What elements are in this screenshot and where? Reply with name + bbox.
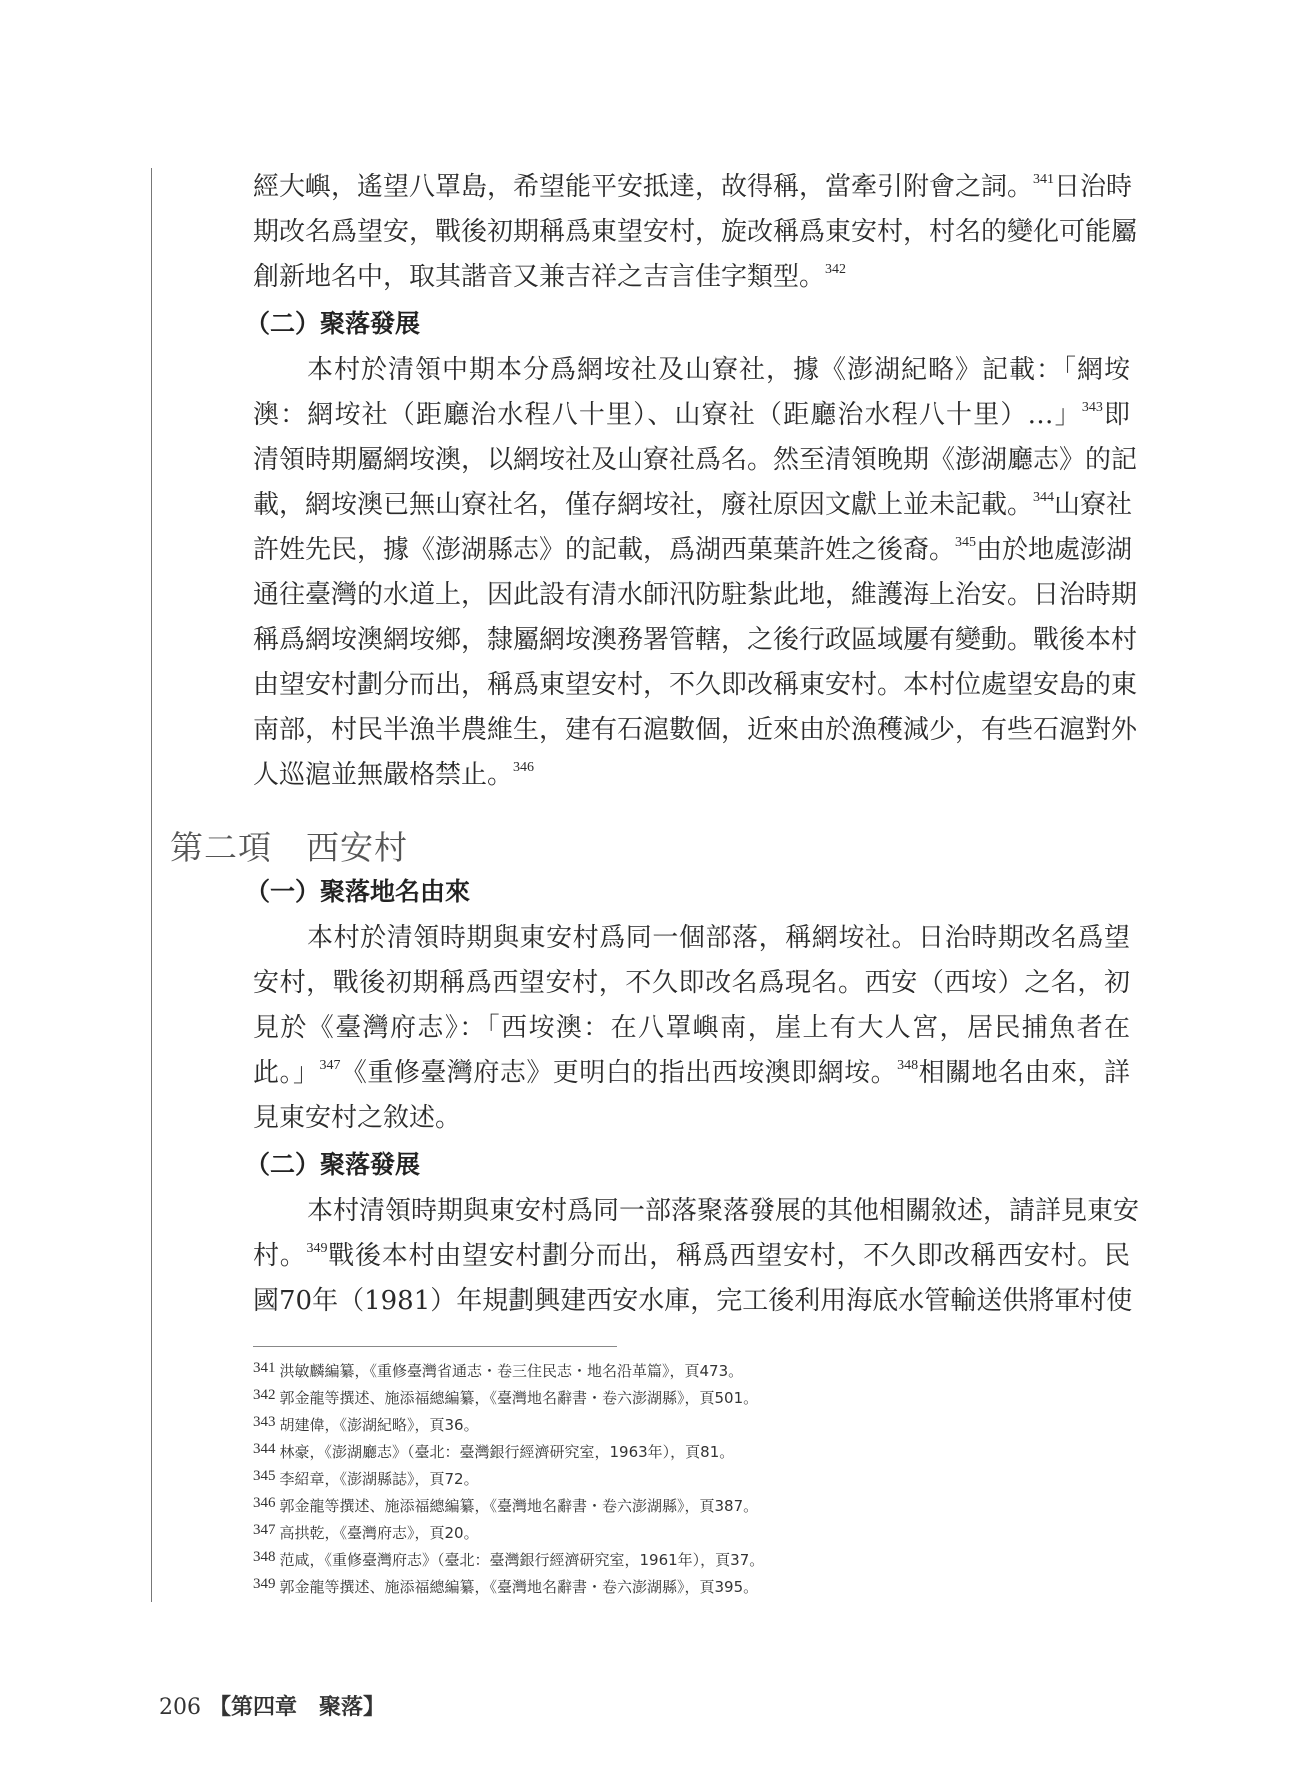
text-line bbox=[253, 348, 1130, 393]
text-segment: 日治時 bbox=[1054, 172, 1133, 202]
text-line bbox=[253, 210, 1138, 255]
text-segment: 見於《臺灣府志》：「西垵澳：在八罩嶼南，崖上有大人宮，居民捕魚者在 bbox=[253, 1013, 1130, 1043]
text-block-2 bbox=[245, 868, 1140, 1324]
text-line bbox=[253, 1234, 1130, 1279]
text-line bbox=[253, 1279, 1133, 1324]
footnote-separator bbox=[253, 1346, 617, 1347]
text-segment: 本村清領時期與東安村爲同一部落聚落發展的其他相關敘述，請詳見東安 bbox=[307, 1196, 1140, 1226]
text-segment: 安村，戰後初期稱爲西望安村，不久即改名爲現名。西安（西垵）之名，初 bbox=[253, 968, 1130, 998]
text-line bbox=[253, 663, 1138, 708]
section-title: 第二項 西安村 bbox=[170, 828, 408, 867]
footnote-number: 348 bbox=[253, 1549, 276, 1565]
text-segment: 村。 bbox=[253, 1241, 307, 1271]
text-line bbox=[253, 753, 1130, 798]
footnote-text: 郭金龍等撰述、施添福總編纂，《臺灣地名辭書・卷六澎湖縣》，頁395。 bbox=[279, 1578, 759, 1596]
footnote bbox=[253, 1385, 1153, 1412]
footnote-text: 胡建偉，《澎湖紀略》，頁36。 bbox=[279, 1416, 479, 1434]
footnote-text: 李紹章，《澎湖縣誌》，頁72。 bbox=[279, 1470, 479, 1488]
text-line bbox=[253, 961, 1130, 1006]
footnote-text: 林豪，《澎湖廳志》（臺北：臺灣銀行經濟研究室，1963年），頁81。 bbox=[279, 1443, 735, 1461]
text-line bbox=[253, 708, 1138, 753]
footnote-number: 341 bbox=[253, 1360, 276, 1376]
footnote-number: 344 bbox=[253, 1441, 276, 1457]
footnote bbox=[253, 1466, 1153, 1493]
text-line bbox=[253, 573, 1138, 618]
subheading-settlement-development-2: （二）聚落發展 bbox=[245, 1150, 421, 1179]
subheading-settlement-development: （二）聚落發展 bbox=[245, 309, 421, 338]
text-line bbox=[253, 438, 1138, 483]
footnotes bbox=[253, 1358, 1153, 1601]
text-segment: 南部，村民半漁半農維生，建有石滬數個，近來由於漁穫減少，有些石滬對外 bbox=[253, 715, 1138, 745]
footnote-ref[interactable]: 344 bbox=[1033, 490, 1055, 505]
text-segment: 由望安村劃分而出，稱爲東望安村，不久即改稱東安村。本村位處望安島的東 bbox=[253, 670, 1138, 700]
footnote-ref[interactable]: 346 bbox=[513, 760, 535, 775]
text-line bbox=[253, 528, 1133, 573]
text-line bbox=[253, 1189, 1140, 1234]
text-segment: 《重修臺灣府志》更明白的指出西垵澳即網垵。 bbox=[340, 1058, 898, 1088]
footnote-text: 洪敏麟編纂，《重修臺灣省通志・卷三住民志・地名沿革篇》，頁473。 bbox=[279, 1362, 744, 1380]
margin-rule bbox=[151, 168, 152, 1602]
page-number: 206 bbox=[159, 1695, 201, 1720]
text-segment: 許姓先民，據《澎湖縣志》的記載，爲湖西菓葉許姓之後裔。 bbox=[253, 535, 956, 565]
text-segment: 戰後本村由望安村劃分而出，稱爲西望安村，不久即改稱西安村。民 bbox=[327, 1241, 1130, 1271]
text-line bbox=[253, 393, 1130, 438]
footnote bbox=[253, 1520, 1153, 1547]
text-segment: 通往臺灣的水道上，因此設有清水師汛防駐紮此地，維護海上治安。日治時期 bbox=[253, 580, 1138, 610]
text-line bbox=[253, 1006, 1130, 1051]
text-segment: 山寮社 bbox=[1054, 490, 1133, 520]
footnote-text: 郭金龍等撰述、施添福總編纂，《臺灣地名辭書・卷六澎湖縣》，頁501。 bbox=[279, 1389, 759, 1407]
text-segment: 清領時期屬網垵澳，以網垵社及山寮社爲名。然至清領晚期《澎湖廳志》的記 bbox=[253, 445, 1138, 475]
chapter-label: 【第四章 聚落】 bbox=[209, 1694, 386, 1720]
text-segment: 本村於清領時期與東安村爲同一個部落，稱網垵社。日治時期改名爲望 bbox=[307, 923, 1130, 953]
footnote-ref[interactable]: 341 bbox=[1033, 172, 1055, 187]
footnote-number: 349 bbox=[253, 1576, 276, 1592]
footnote-text: 高拱乾，《臺灣府志》，頁20。 bbox=[279, 1524, 479, 1542]
text-segment: 創新地名中，取其諧音又兼吉祥之吉言佳字類型。 bbox=[253, 262, 826, 292]
footnote bbox=[253, 1439, 1153, 1466]
footnote bbox=[253, 1547, 1153, 1574]
text-segment: 期改名爲望安，戰後初期稱爲東望安村，旋改稱爲東安村，村名的變化可能屬 bbox=[253, 217, 1138, 247]
text-segment: 稱爲網垵澳網垵鄉，隸屬網垵澳務署管轄，之後行政區域屢有變動。戰後本村 bbox=[253, 625, 1138, 655]
footnote-ref[interactable]: 343 bbox=[1081, 400, 1103, 415]
page-footer bbox=[159, 1690, 385, 1721]
footnote-number: 343 bbox=[253, 1414, 276, 1430]
text-segment: 澳：網垵社（距廳治水程八十里）、山寮社（距廳治水程八十里）…」 bbox=[253, 400, 1082, 430]
footnote-ref[interactable]: 345 bbox=[955, 535, 977, 550]
text-segment: 相關地名由來，詳 bbox=[918, 1058, 1130, 1088]
text-segment: 此。」 bbox=[253, 1058, 320, 1088]
footnote bbox=[253, 1574, 1153, 1601]
footnote-number: 342 bbox=[253, 1387, 276, 1403]
text-line bbox=[253, 165, 1133, 210]
subheading-place-name-origin: （一）聚落地名由來 bbox=[245, 877, 471, 906]
footnote-number: 346 bbox=[253, 1495, 276, 1511]
footnote-text: 郭金龍等撰述、施添福總編纂，《臺灣地名辭書・卷六澎湖縣》，頁387。 bbox=[279, 1497, 759, 1515]
footnote-ref[interactable]: 348 bbox=[897, 1058, 919, 1073]
footnote-number: 345 bbox=[253, 1468, 276, 1484]
text-line bbox=[253, 1096, 1130, 1141]
text-segment: 由於地處澎湖 bbox=[976, 535, 1133, 565]
text-segment: 本村於清領中期本分爲網垵社及山寮社，據《澎湖紀略》記載：「網垵 bbox=[307, 355, 1130, 385]
text-segment: 經大嶼，遙望八罩島，希望能平安抵達，故得稱，當牽引附會之詞。 bbox=[253, 172, 1034, 202]
text-segment: 人巡滬並無嚴格禁止。 bbox=[253, 760, 514, 790]
footnote-number: 347 bbox=[253, 1522, 276, 1538]
footnote-text: 范咸，《重修臺灣府志》（臺北：臺灣銀行經濟研究室，1961年），頁37。 bbox=[279, 1551, 765, 1569]
text-line bbox=[253, 916, 1130, 961]
text-block-1 bbox=[245, 165, 1138, 798]
text-line bbox=[253, 483, 1133, 528]
text-segment: 載，網垵澳已無山寮社名，僅存網垵社，廢社原因文獻上並未記載。 bbox=[253, 490, 1034, 520]
footnote bbox=[253, 1412, 1153, 1439]
text-segment: 見東安村之敘述。 bbox=[253, 1103, 462, 1133]
footnote bbox=[253, 1358, 1153, 1385]
footnote-ref[interactable]: 349 bbox=[306, 1241, 328, 1256]
text-line bbox=[253, 1051, 1130, 1096]
text-line bbox=[253, 255, 1130, 300]
footnote-ref[interactable]: 347 bbox=[319, 1058, 341, 1073]
footnote-ref[interactable]: 342 bbox=[825, 262, 847, 277]
text-segment: 國70年（1981）年規劃興建西安水庫，完工後利用海底水管輸送供將軍村使 bbox=[253, 1286, 1133, 1316]
footnote bbox=[253, 1493, 1153, 1520]
text-line bbox=[253, 618, 1138, 663]
text-segment: 即 bbox=[1102, 400, 1130, 430]
